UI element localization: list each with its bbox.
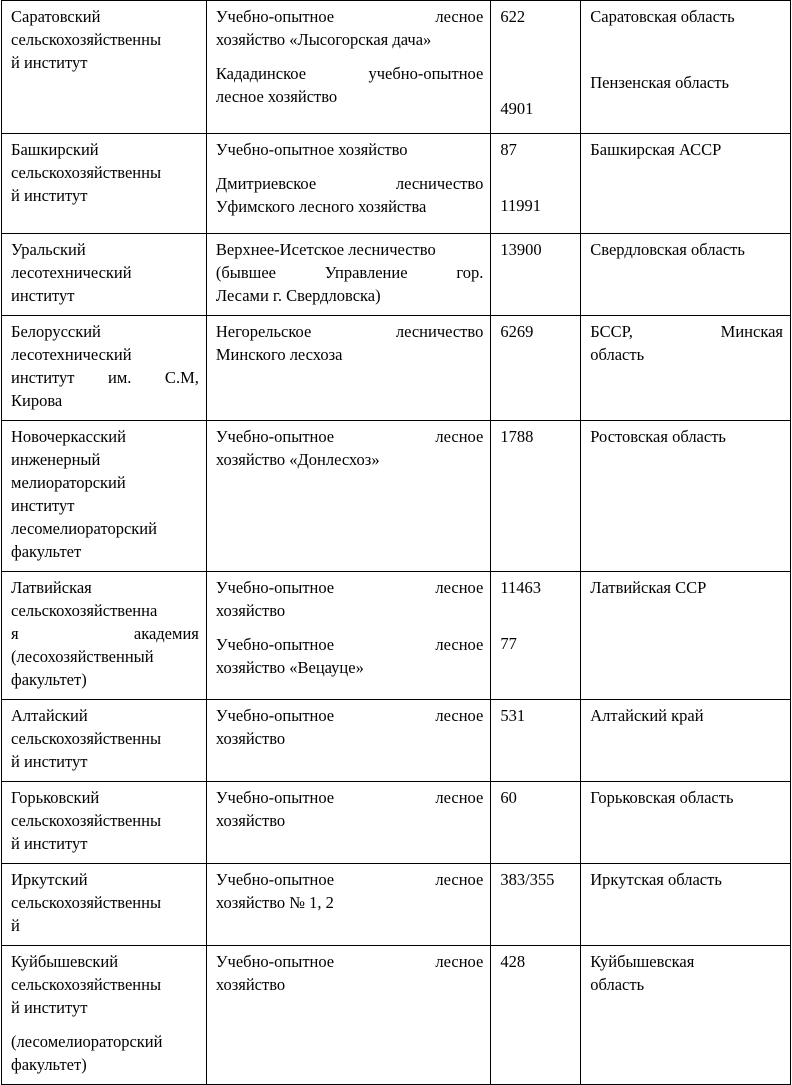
area-cell: 6269 <box>491 316 581 421</box>
region-cell: БССР, Минская область <box>581 316 791 421</box>
area-cell: 11463 77 <box>491 572 581 700</box>
institute-cell: Уральский лесотехнический институт <box>2 234 207 316</box>
region-cell: Ростовская область <box>581 421 791 572</box>
area-cell: 383/355 <box>491 864 581 946</box>
institute-cell: Белорусский лесотехнический институт им. С.М, Кирова <box>2 316 207 421</box>
region-cell: Куйбышевская область <box>581 946 791 1085</box>
region-cell: Свердловская область <box>581 234 791 316</box>
area-cell: 87 11991 <box>491 134 581 234</box>
institute-cell: Латвийская сельскохозяйственна я академия (лесохозяйственный факультет) <box>2 572 207 700</box>
area-cell: 428 <box>491 946 581 1085</box>
institute-cell: Саратовский сельскохозяйственны й институт <box>2 1 207 134</box>
institute-cell: Новочеркасский инженерный мелиораторский институт лесомелиораторский факультет <box>2 421 207 572</box>
institute-cell: Куйбышевский сельскохозяйственны й институт (лесомелиораторский факультет) <box>2 946 207 1085</box>
table-row <box>2 421 791 572</box>
farm-cell: Учебно-опытное лесное хозяйство Учебно-опытное лесное хозяйство «Вецауце» <box>206 572 490 700</box>
table-row <box>2 134 791 234</box>
table-row <box>2 1 791 134</box>
institute-cell: Иркутский сельскохозяйственны й <box>2 864 207 946</box>
table-row <box>2 700 791 782</box>
region-cell: Иркутская область <box>581 864 791 946</box>
region-cell: Латвийская ССР <box>581 572 791 700</box>
region-cell: Горьковская область <box>581 782 791 864</box>
table-row <box>2 316 791 421</box>
area-cell: 13900 <box>491 234 581 316</box>
institute-cell: Алтайский сельскохозяйственны й институт <box>2 700 207 782</box>
table-row <box>2 864 791 946</box>
institute-cell: Башкирский сельскохозяйственны й институт <box>2 134 207 234</box>
table-row <box>2 946 791 1085</box>
farm-cell: Учебно-опытное лесное хозяйство № 1, 2 <box>206 864 490 946</box>
table-row <box>2 572 791 700</box>
area-cell: 1788 <box>491 421 581 572</box>
region-cell: Саратовская область Пензенская область <box>581 1 791 134</box>
area-cell: 622 4901 <box>491 1 581 134</box>
table-row <box>2 234 791 316</box>
farm-cell: Учебно-опытное лесное хозяйство «Донлесхоз» <box>206 421 490 572</box>
farm-cell: Учебно-опытное хозяйство Дмитриевское лесничество Уфимского лесного хозяйства <box>206 134 490 234</box>
region-cell: Алтайский край <box>581 700 791 782</box>
table-row <box>2 782 791 864</box>
farm-cell: Учебно-опытное лесное хозяйство <box>206 700 490 782</box>
area-cell: 531 <box>491 700 581 782</box>
farm-cell: Учебно-опытное лесное хозяйство «Лысогорская дача» Кададинское учебно-опытное лесное хозяйство <box>206 1 490 134</box>
farm-cell: Верхнее-Исетское лесничество (бывшее Управление гор. Лесами г. Свердловска) <box>206 234 490 316</box>
institute-cell: Горьковский сельскохозяйственны й институт <box>2 782 207 864</box>
region-cell: Башкирская АССР <box>581 134 791 234</box>
area-cell: 60 <box>491 782 581 864</box>
forest-farms-table <box>1 0 791 1085</box>
farm-cell: Негорельское лесничество Минского лесхоза <box>206 316 490 421</box>
farm-cell: Учебно-опытное лесное хозяйство <box>206 782 490 864</box>
farm-cell: Учебно-опытное лесное хозяйство <box>206 946 490 1085</box>
